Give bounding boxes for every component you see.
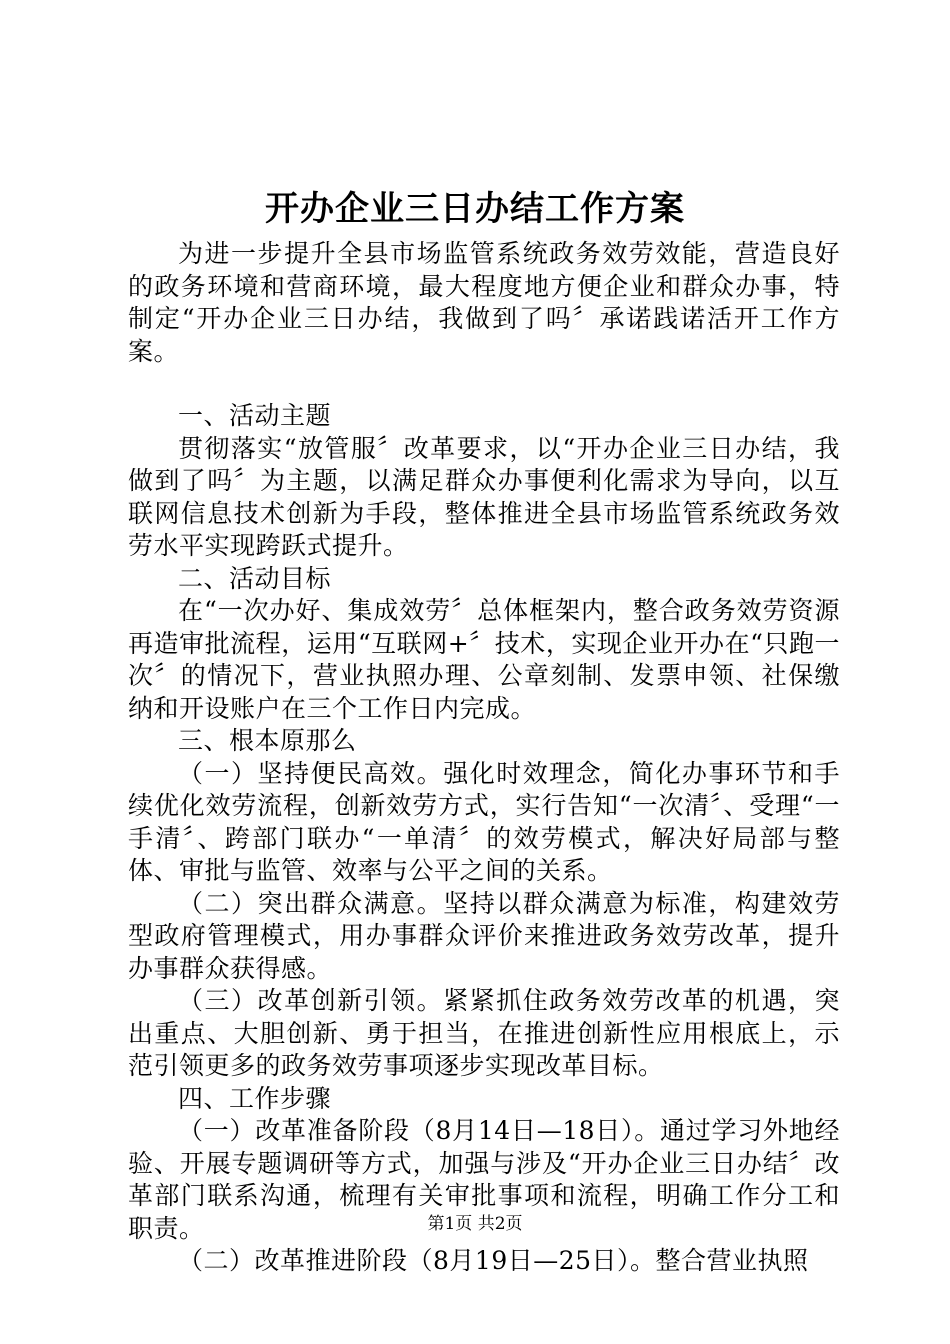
paragraph-step-2: （二）改革推进阶段（8月19日—25日）。整合营业执照 — [178, 1246, 809, 1275]
paragraph-gap — [128, 368, 840, 400]
paragraph-principle-1: （一）坚持便民高效。强化时效理念，简化办事环节和手续优化效劳流程，创新效劳方式，实行告知“一次清〞、受理“一手清〞、跨部门联办“一单清〞的效劳模式，解决好局部与整体、审批与监管、效率与公平之间的关系。 — [128, 758, 840, 885]
heading-work-steps: 四、工作步骤 — [178, 1083, 332, 1113]
heading-activity-theme: 一、活动主题 — [178, 401, 332, 430]
paragraph-intro: 为进一步提升全县市场监管系统政务效劳效能，营造良好的政务环境和营商环境，最大程度地方便企业和群众办事，特制定“开办企业三日办结，我做到了吗〞承诺践诺活开工作方案。 — [128, 239, 840, 366]
paragraph-principle-3: （三）改革创新引领。紧紧抓住政务效劳改革的机遇，突出重点、大胆创新、勇于担当，在推进创新性应用根底上，示范引领更多的政务效劳事项逐步实现改革目标。 — [128, 986, 840, 1080]
page-footer: 第1页 共2页 — [427, 1214, 523, 1234]
paragraph-activity-goal: 在“一次办好、集成效劳〞总体框架内，整合政务效劳资源再造审批流程，运用“互联网+〞技术，实现企业开办在“只跑一次〞的情况下，营业执照办理、公章刻制、发票申领、社保缴纳和开设账户在三个工作日内完成。 — [128, 596, 840, 723]
paragraph-activity-theme: 贯彻落实“放管服〞改革要求，以“开办企业三日办结，我做到了吗〞为主题，以满足群众办事便利化需求为导向，以互联网信息技术创新为手段，整体推进全县市场监管系统政务效劳水平实现跨跃式提升。 — [128, 433, 840, 560]
paragraph-step-1: （一）改革准备阶段（8月14日—18日）。通过学习外地经验、开展专题调研等方式，加强与涉及“开办企业三日办结〞改革部门联系沟通，梳理有关审批事项和流程，明确工作分工和职责。 — [128, 1116, 840, 1243]
document-body — [128, 238, 840, 1278]
heading-activity-goal: 二、活动目标 — [178, 563, 332, 593]
document-title: 开办企业三日办结工作方案 — [265, 189, 685, 229]
heading-basic-principles: 三、根本原那么 — [178, 726, 357, 755]
paragraph-principle-2: （二）突出群众满意。坚持以群众满意为标准，构建效劳型政府管理模式，用办事群众评价来推进政务效劳改革，提升办事群众获得感。 — [128, 888, 840, 983]
